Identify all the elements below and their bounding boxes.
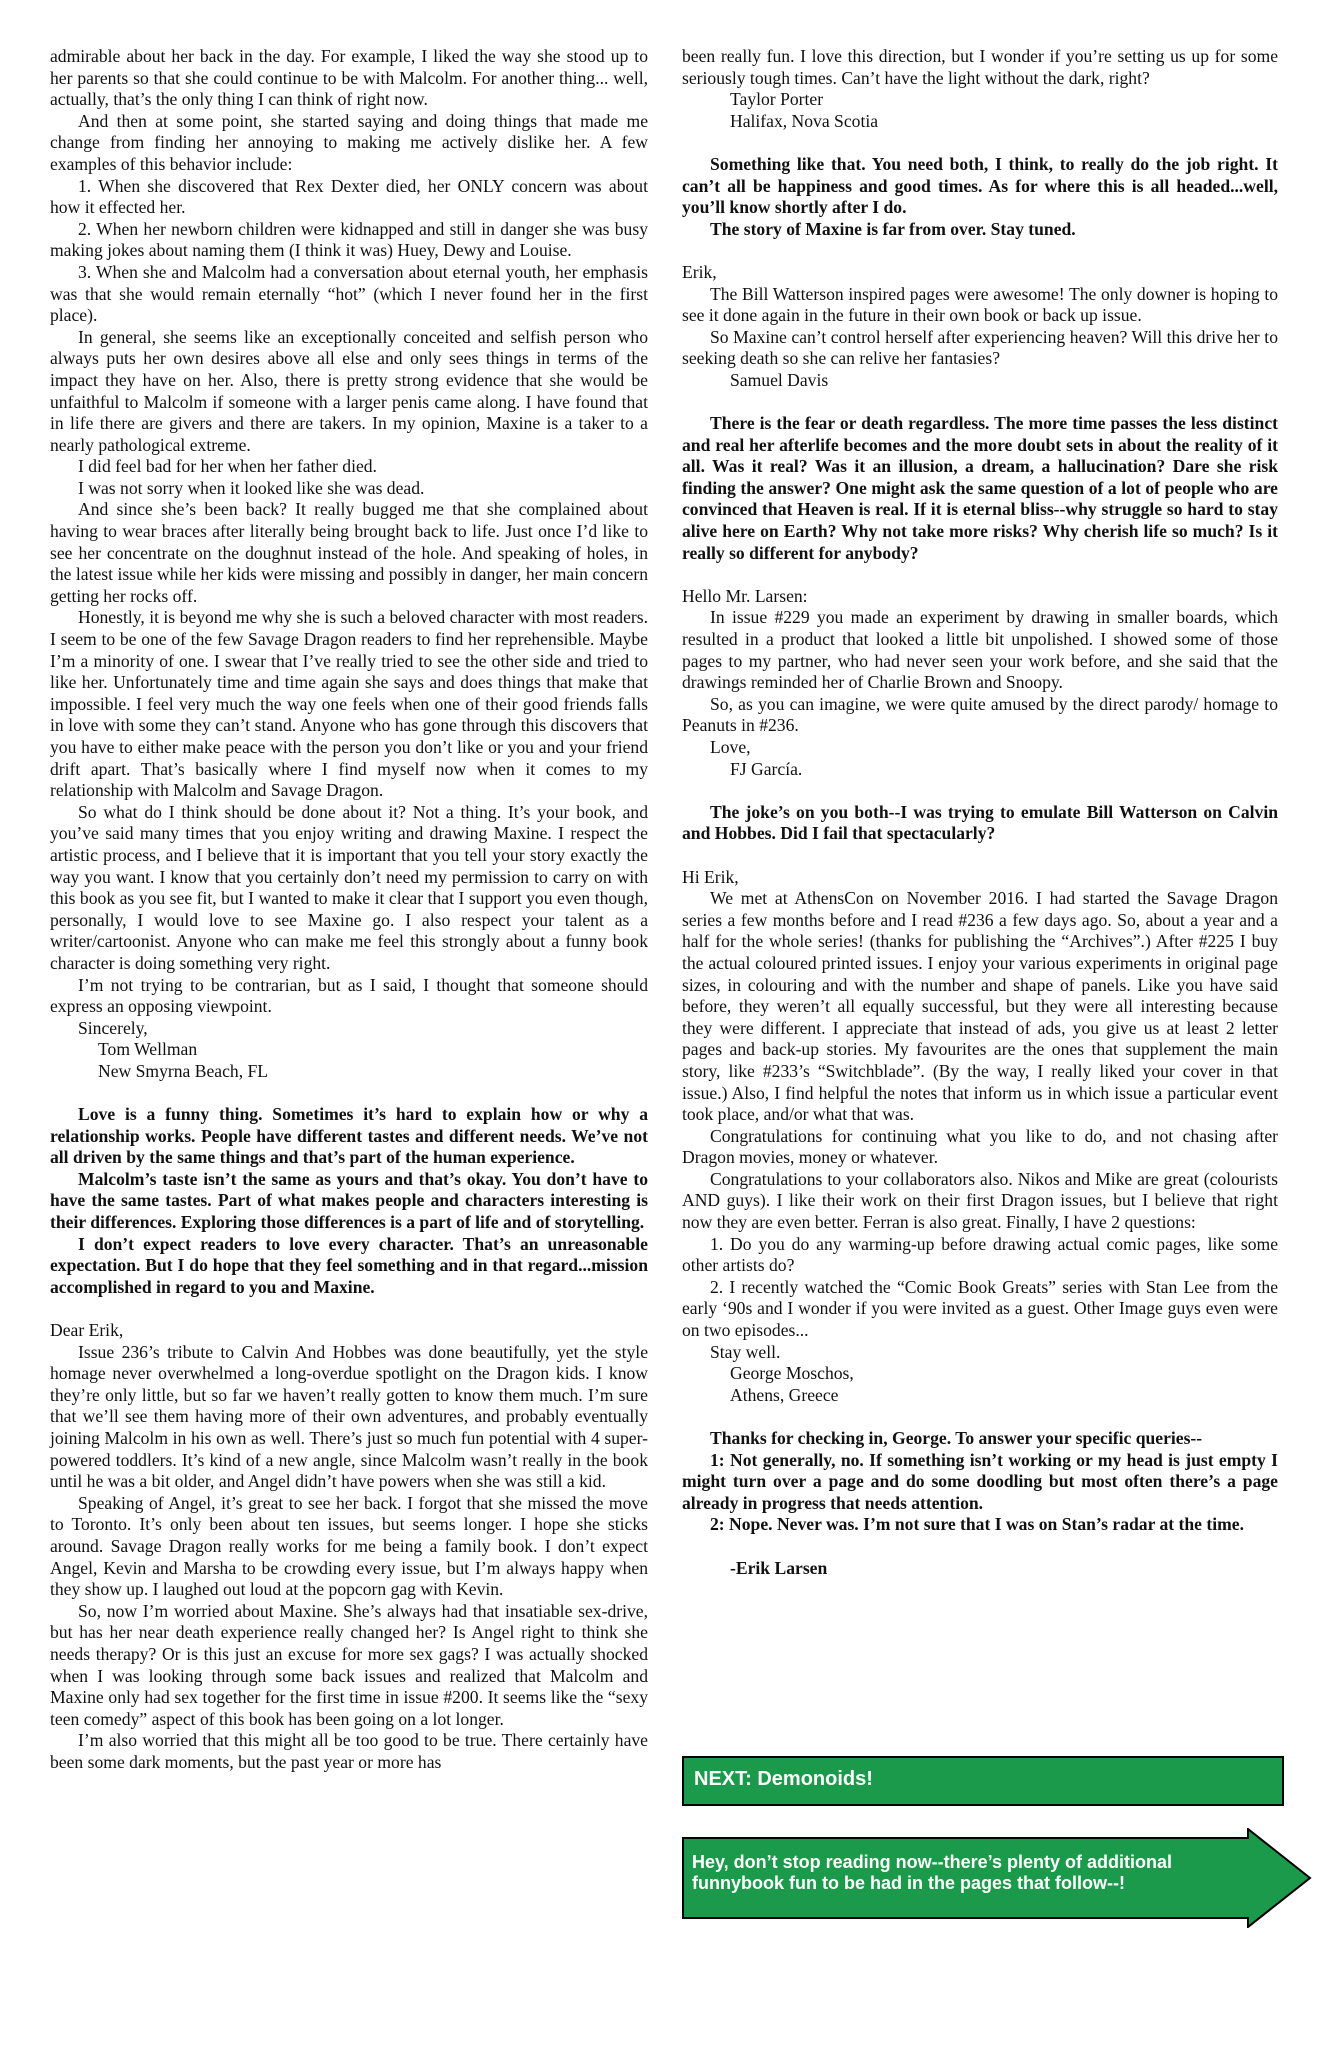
- right-column: [682, 46, 1278, 1579]
- letter-paragraph: admirable about her back in the day. For example, I liked the way she stood up to her parents so that she could continue to be with Malcolm. For another thing... well, actually, that’s the only thing I can think of right now.: [50, 46, 648, 110]
- spacer: [682, 240, 1278, 262]
- editor-signoff: -Erik Larsen: [730, 1557, 828, 1578]
- editor-reply: I don’t expect readers to love every character. That’s an unreasonable expectation. But I do hope that they feel something and in that regard...mission accomplished in regard to you and Maxine.: [50, 1233, 648, 1297]
- letter-author-location: Athens, Greece: [730, 1384, 839, 1405]
- letter-paragraph: In issue #229 you made an experiment by drawing in smaller boards, which resulted in a product that looked a little bit unpolished. I showed some of those pages to my partner, who had never seen your work before, and she said that the drawings reminded her of Charlie Brown and Snoopy.: [682, 607, 1278, 693]
- letter-list-item: 1. Do you do any warming-up before drawing actual comic pages, like some other artists do?: [682, 1233, 1278, 1276]
- letter-paragraph: And then at some point, she started saying and doing things that made me change from finding her annoying to making me actively dislike her. A few examples of this behavior include:: [50, 110, 648, 174]
- editor-reply: The story of Maxine is far from over. Stay tuned.: [710, 218, 1076, 239]
- next-issue-label: NEXT: Demonoids!: [694, 1768, 873, 1790]
- spacer: [50, 1083, 648, 1105]
- spacer: [682, 1406, 1278, 1428]
- spacer: [682, 845, 1278, 867]
- letter-paragraph: Issue 236’s tribute to Calvin And Hobbes was done beautifully, yet the style homage never overwhelmed a long-overdue spotlight on the Dragon kids. I know they’re only little, but so far we haven’t really gotten to know them much. I’m sure that we’ll see them having more of their own adventures, and probably eventually joining Malcolm in his own as well. There’s just so much fun potential with 4 super-powered toddlers. It’s kind of a new angle, since Malcolm wasn’t really in the book until he was a bit older, and Angel didn’t have powers when she was still a kid.: [50, 1341, 648, 1492]
- letter-paragraph: I was not sorry when it looked like she was dead.: [78, 477, 425, 498]
- next-issue-box: [682, 1756, 1284, 1806]
- letter-paragraph: The Bill Watterson inspired pages were awesome! The only downer is hoping to see it done again in the future in their own book or back up issue.: [682, 283, 1278, 326]
- editor-reply: Malcolm’s taste isn’t the same as yours and that’s okay. You don’t have to have the same tastes. Part of what makes people and characters interesting is their differences. Exploring those differences is a part of life and of storytelling.: [50, 1168, 648, 1233]
- letter-list-item: 3. When she and Malcolm had a conversation about eternal youth, her emphasis was that she would remain eternally “hot” (which I never found her in the first place).: [50, 261, 648, 326]
- editor-reply: There is the fear or death regardless. The more time passes the less distinct and real her afterlife becomes and the more doubt sets in about the reality of it all. Was it real? Was it an illusion, a dream, a hallucination? Dare she risk finding the answer? One might ask the same question of a lot of people who are convinced that Heaven is real. If it is eternal bliss--why struggle so hard to stay alive here on Earth? Why not take more risks? Why cherish life so much? Is it really so different for anybody?: [682, 413, 1278, 563]
- letter-paragraph: I did feel bad for her when her father died.: [78, 456, 377, 477]
- letter-author-location: Halifax, Nova Scotia: [730, 110, 879, 131]
- letter-paragraph: So Maxine can’t control herself after experiencing heaven? Will this drive her to seeking death so she can relive her fantasies?: [682, 326, 1278, 369]
- letter-paragraph: been really fun. I love this direction, but I wonder if you’re setting us up for some seriously tough times. Can’t have the light without the dark, right?: [682, 46, 1278, 88]
- letter-paragraph: Congratulations for continuing what you like to do, and not chasing after Dragon movies, money or whatever.: [682, 1125, 1278, 1168]
- spacer: [682, 1536, 1278, 1558]
- spacer: [682, 132, 1278, 154]
- letter-paragraph: In general, she seems like an exceptionally conceited and selfish person who always puts her own desires above all else and only sees things in terms of the impact they have on her. Also, there is pretty strong evidence that she would be unfaithful to Malcolm if someone with a larger penis came along. I have found that in life there are givers and there are takers. In my opinion, Maxine is a taker to a nearly pathological extreme.: [50, 326, 648, 455]
- letter-paragraph: Congratulations to your collaborators also. Nikos and Mike are great (colourists AND guys). I like their work on their first Dragon issues, but I believe that right now they are even better. Ferran is also great. Finally, I have 2 questions:: [682, 1168, 1278, 1233]
- spacer: [682, 780, 1278, 802]
- letter-closing: Sincerely,: [78, 1017, 148, 1038]
- letter-author-name: Samuel Davis: [730, 369, 829, 390]
- letter-author-location: New Smyrna Beach, FL: [98, 1060, 269, 1081]
- letter-author-name: Tom Wellman: [98, 1039, 198, 1060]
- letter-paragraph: So, now I’m worried about Maxine. She’s always had that insatiable sex-drive, but has her near death experience really changed her? Is Angel right to think she needs therapy? Or is this just an excuse for more sex gags? I was actually shocked when I was looking through some back issues and realized that Malcolm and Maxine only had sex together for the first time in issue #200. It seems like the “sexy teen comedy” aspect of this book has been going on a lot longer.: [50, 1600, 648, 1729]
- editor-reply: Love is a funny thing. Sometimes it’s hard to explain how or why a relationship works. People have different tastes and different needs. We’ve not all driven by the same things and that’s part of the human experience.: [50, 1104, 648, 1168]
- letter-paragraph: So, as you can imagine, we were quite amused by the direct parody/ homage to Peanuts in #236.: [682, 693, 1278, 736]
- letter-paragraph: I’m also worried that this might all be too good to be true. There certainly have been some dark moments, but the past year or more has: [50, 1730, 648, 1772]
- editor-reply: 1: Not generally, no. If something isn’t working or my head is just empty I might turn over a page and do some doodling but most often there’s a page already in progress that needs attention.: [682, 1449, 1278, 1513]
- continue-reading-text: Hey, don’t stop reading now--there’s plenty of additional funnybook fun to be had in the pages that follow--!: [692, 1852, 1173, 1893]
- letter-paragraph: I’m not trying to be contrarian, but as I said, I thought that someone should express an opposing viewpoint.: [50, 974, 648, 1017]
- letter-list-item: 2. I recently watched the “Comic Book Greats” series with Stan Lee from the early ‘90s and I wonder if you were invited as a guest. Other Image guys even were on two episodes...: [682, 1276, 1278, 1341]
- spacer: [682, 564, 1278, 586]
- letter-salutation: Hi Erik,: [682, 866, 739, 887]
- spacer: [682, 392, 1278, 414]
- letter-author-name: George Moschos,: [730, 1363, 854, 1384]
- letter-paragraph: We met at AthensCon on November 2016. I had started the Savage Dragon series a few months before and I read #236 a few days ago. So, about a year and a half for the whole series! (thanks for publishing the “Archives”.) After #225 I buy the actual coloured printed issues. I enjoy your various experiments in original page sizes, in colouring and with the number and shape of panels. Like you have said before, they weren’t all equally successful, but they were all interesting because they were different. I appreciate that instead of ads, you give us at least 2 letter pages and back-up stories. My favourites are the ones that supplement the main story, like #233’s “Switchblade”. (By the way, I really liked your cover in that issue.) Also, I find helpful the notes that inform us in which issue a particular event took place, and/or what that was.: [682, 888, 1278, 1125]
- editor-reply: Something like that. You need both, I think, to really do the job right. It can’t all be happiness and good times. As for where this is all headed...well, you’ll know shortly after I do.: [682, 153, 1278, 218]
- letter-author-name: Taylor Porter: [730, 89, 824, 110]
- letter-list-item: 2. When her newborn children were kidnapped and still in danger she was busy making jokes about naming them (I think it was) Huey, Dewy and Louise.: [50, 218, 648, 261]
- letter-author-name: FJ García.: [730, 758, 803, 779]
- editor-reply: 2: Nope. Never was. I’m not sure that I was on Stan’s radar at the time.: [710, 1514, 1244, 1535]
- letter-salutation: Erik,: [682, 261, 717, 282]
- left-column: [50, 46, 648, 1774]
- letter-paragraph: Speaking of Angel, it’s great to see her back. I forgot that she missed the move to Toronto. It’s only been about ten issues, but seems longer. I hope she sticks around. Savage Dragon really works for me being a family book. I don’t expect Angel, Kevin and Marsha to be crowding every issue, but I’m always happy when they show up. I laughed out loud at the popcorn gag with Kevin.: [50, 1492, 648, 1600]
- letter-paragraph: Honestly, it is beyond me why she is such a beloved character with most readers. I seem to be one of the few Savage Dragon readers to find her reprehensible. Maybe I’m a minority of one. I swear that I’ve really tried to see the other side and tried to like her. Unfortunately time and time again she says and does things that make that impossible. I feel very much the way one feels when one of their good friends falls in love with some they can’t stand. Anyone who has gone through this discovers that you have to either make peace with the person you don’t like or you and your friend drift apart. That’s basically where I find myself now when it comes to my relationship with Malcolm and Savage Dragon.: [50, 607, 648, 801]
- editor-reply: The joke’s on you both--I was trying to emulate Bill Watterson on Calvin and Hobbes. Did I fail that spectacularly?: [682, 801, 1278, 844]
- spacer: [50, 1298, 648, 1320]
- letter-paragraph: So what do I think should be done about it? Not a thing. It’s your book, and you’ve said many times that you enjoy writing and drawing Maxine. I respect the artistic process, and I believe that it is important that you tell your story exactly the way you want. I know that you certainly don’t need my permission to carry on with this book as you see fit, but I wanted to make it clear that I support you even though, personally, I would love to see Maxine go. I also respect your talent as a writer/cartoonist. Anyone who can make me feel this strongly about a funny book character is doing something very right.: [50, 801, 648, 973]
- letter-list-item: 1. When she discovered that Rex Dexter died, her ONLY concern was about how it effected her.: [50, 175, 648, 218]
- letter-closing: Love,: [710, 737, 751, 757]
- letter-paragraph: And since she’s been back? It really bugged me that she complained about having to wear braces after literally being brought back to life. Just once I’d like to see her concentrate on the doughnut instead of the hole. And speaking of holes, in the latest issue while her kids were missing and possibly in danger, her main concern getting her rocks off.: [50, 499, 648, 606]
- letter-salutation: Dear Erik,: [50, 1320, 124, 1341]
- letter-closing: Stay well.: [710, 1341, 781, 1362]
- editor-reply: Thanks for checking in, George. To answer your specific queries--: [710, 1428, 1203, 1448]
- letter-salutation: Hello Mr. Larsen:: [682, 585, 808, 606]
